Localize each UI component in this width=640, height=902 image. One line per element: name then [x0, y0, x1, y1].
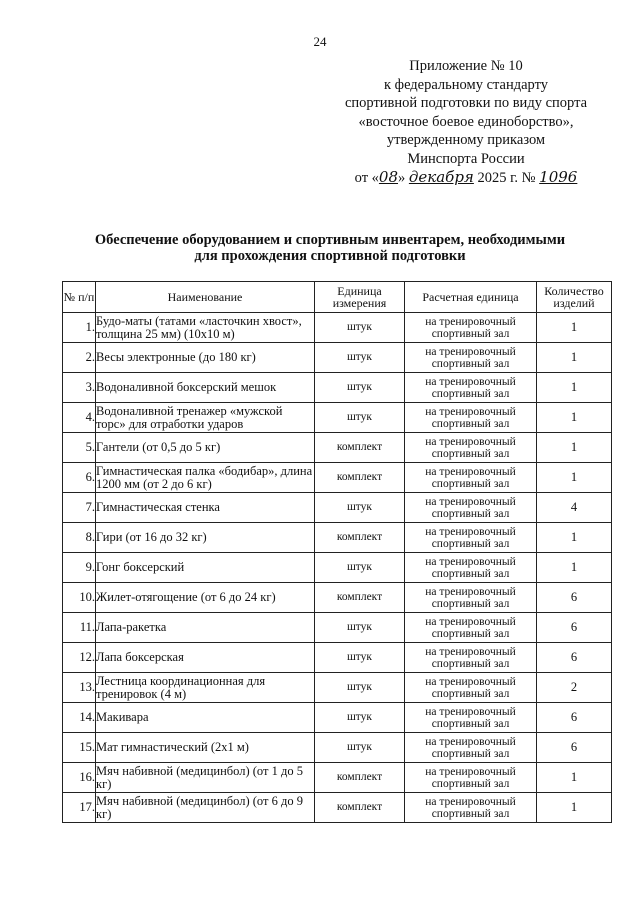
calc-line-2: спортивный зал [431, 507, 510, 520]
order-year: 2025 г. № [477, 170, 536, 186]
row-number: 15. [63, 733, 96, 763]
calc-line-1: на тренировочный [425, 615, 516, 628]
row-quantity: 1 [537, 403, 612, 433]
calc-line-2: спортивный зал [431, 597, 510, 610]
appendix-sport-training: спортивной подготовки по виду спорта [344, 95, 588, 111]
row-name: Гири (от 16 до 32 кг) [96, 523, 315, 553]
row-quantity: 6 [537, 703, 612, 733]
page-number: 24 [313, 34, 327, 49]
row-quantity: 6 [537, 583, 612, 613]
row-number: 7. [63, 493, 96, 523]
row-number: 6. [63, 463, 96, 493]
row-quantity: 1 [537, 313, 612, 343]
table-row [63, 373, 612, 403]
table-row [63, 673, 612, 703]
calc-line-2: спортивный зал [431, 747, 510, 760]
row-number: 10. [63, 583, 96, 613]
row-name: Гимнастическая палка «бодибар», длина 1200 мм (от 2 до 6 кг) [96, 463, 315, 493]
row-quantity: 1 [537, 343, 612, 373]
row-unit: комплект [315, 583, 405, 613]
row-calc-unit [405, 403, 537, 433]
table-row [63, 343, 612, 373]
row-quantity: 6 [537, 643, 612, 673]
header-calc: Расчетная единица [405, 282, 537, 313]
calc-line-2: спортивный зал [431, 807, 510, 820]
row-unit: штук [315, 343, 405, 373]
row-name: Гонг боксерский [96, 553, 315, 583]
row-name: Мат гимнастический (2х1 м) [96, 733, 315, 763]
row-name: Мяч набивной (медицинбол) (от 1 до 5 кг) [96, 763, 315, 793]
table-row [63, 733, 612, 763]
calc-line-1: на тренировочный [425, 465, 516, 478]
table-row [63, 583, 612, 613]
calc-line-1: на тренировочный [425, 585, 516, 598]
row-number: 5. [63, 433, 96, 463]
row-calc-unit [405, 643, 537, 673]
date-mid: » [398, 170, 406, 186]
row-unit: комплект [315, 763, 405, 793]
row-number: 3. [63, 373, 96, 403]
row-quantity: 4 [537, 493, 612, 523]
calc-line-2: спортивный зал [431, 687, 510, 700]
row-unit: штук [315, 733, 405, 763]
table-row [63, 523, 612, 553]
row-name: Лапа боксерская [96, 643, 315, 673]
row-number: 12. [63, 643, 96, 673]
calc-line-1: на тренировочный [425, 795, 516, 808]
row-quantity: 2 [537, 673, 612, 703]
row-unit: комплект [315, 793, 405, 823]
table-row [63, 703, 612, 733]
header-qty: Количество изделий [537, 282, 612, 313]
row-calc-unit [405, 613, 537, 643]
row-unit: штук [315, 553, 405, 583]
calc-line-2: спортивный зал [431, 537, 510, 550]
row-quantity: 1 [537, 463, 612, 493]
row-calc-unit [405, 523, 537, 553]
table-row [63, 553, 612, 583]
row-name: Лапа-ракетка [96, 613, 315, 643]
row-name: Жилет-отягощение (от 6 до 24 кг) [96, 583, 315, 613]
row-unit: комплект [315, 523, 405, 553]
row-unit: комплект [315, 463, 405, 493]
row-number: 13. [63, 673, 96, 703]
row-name: Водоналивной боксерский мешок [96, 373, 315, 403]
calc-line-1: на тренировочный [425, 375, 516, 388]
calc-line-1: на тренировочный [425, 495, 516, 508]
row-number: 17. [63, 793, 96, 823]
title-line-1: Обеспечение оборудованием и спортивным инвентарем, необходимыми [94, 232, 566, 248]
row-calc-unit [405, 583, 537, 613]
calc-line-1: на тренировочный [425, 525, 516, 538]
row-unit: штук [315, 373, 405, 403]
row-unit: штук [315, 643, 405, 673]
header-name: Наименование [96, 282, 315, 313]
calc-line-2: спортивный зал [431, 477, 510, 490]
calc-line-1: на тренировочный [425, 705, 516, 718]
row-calc-unit [405, 433, 537, 463]
calc-line-1: на тренировочный [425, 435, 516, 448]
row-unit: штук [315, 493, 405, 523]
equipment-table [62, 281, 612, 823]
row-number: 4. [63, 403, 96, 433]
row-calc-unit [405, 553, 537, 583]
row-quantity: 1 [537, 793, 612, 823]
table-row [63, 313, 612, 343]
calc-line-2: спортивный зал [431, 447, 510, 460]
calc-line-2: спортивный зал [431, 327, 510, 340]
row-name: Лестница координационная для тренировок (4 м) [96, 673, 315, 703]
appendix-order-date [326, 168, 606, 188]
row-quantity: 6 [537, 613, 612, 643]
row-number: 8. [63, 523, 96, 553]
table-row [63, 493, 612, 523]
row-unit: комплект [315, 433, 405, 463]
row-quantity: 1 [537, 523, 612, 553]
row-quantity: 6 [537, 733, 612, 763]
header-unit: Единица измерения [315, 282, 405, 313]
row-calc-unit [405, 343, 537, 373]
row-unit: штук [315, 703, 405, 733]
appendix-sport-name: «восточное боевое единоборство», [358, 113, 574, 130]
calc-line-2: спортивный зал [431, 627, 510, 640]
row-calc-unit [405, 313, 537, 343]
row-number: 2. [63, 343, 96, 373]
table-row [63, 763, 612, 793]
date-prefix: от « [354, 170, 379, 186]
row-calc-unit [405, 733, 537, 763]
order-day: 08 [378, 168, 399, 186]
table-row [63, 643, 612, 673]
calc-line-1: на тренировочный [425, 675, 516, 688]
row-calc-unit [405, 763, 537, 793]
calc-line-1: на тренировочный [425, 735, 516, 748]
appendix-number: Приложение № 10 [409, 58, 523, 74]
calc-line-2: спортивный зал [431, 657, 510, 670]
title-line-2: для прохождения спортивной подготовки [194, 248, 466, 264]
row-quantity: 1 [537, 373, 612, 403]
order-number: 1096 [539, 168, 578, 186]
row-unit: штук [315, 673, 405, 703]
row-calc-unit [405, 703, 537, 733]
calc-line-1: на тренировочный [425, 315, 516, 328]
row-calc-unit [405, 463, 537, 493]
row-calc-unit [405, 373, 537, 403]
appendix-approved: утвержденному приказом [386, 132, 546, 148]
row-number: 9. [63, 553, 96, 583]
document-title [60, 232, 600, 264]
row-calc-unit [405, 493, 537, 523]
row-quantity: 1 [537, 433, 612, 463]
calc-line-2: спортивный зал [431, 717, 510, 730]
appendix-ministry: Минспорта России [407, 150, 525, 167]
calc-line-1: на тренировочный [425, 765, 516, 778]
table-row [63, 463, 612, 493]
table-row [63, 613, 612, 643]
row-unit: штук [315, 403, 405, 433]
appendix-standard: к федеральному стандарту [384, 76, 548, 93]
row-name: Гимнастическая стенка [96, 493, 315, 523]
row-number: 14. [63, 703, 96, 733]
table-row [63, 403, 612, 433]
row-name: Мяч набивной (медицинбол) (от 6 до 9 кг) [96, 793, 315, 823]
row-number: 1. [63, 313, 96, 343]
row-quantity: 1 [537, 553, 612, 583]
row-unit: штук [315, 313, 405, 343]
row-calc-unit [405, 673, 537, 703]
table-row [63, 433, 612, 463]
calc-line-1: на тренировочный [425, 645, 516, 658]
appendix-header [326, 57, 606, 188]
order-month: декабря [408, 168, 474, 186]
row-unit: штук [315, 613, 405, 643]
row-quantity: 1 [537, 763, 612, 793]
calc-line-2: спортивный зал [431, 777, 510, 790]
calc-line-1: на тренировочный [425, 345, 516, 358]
row-number: 11. [63, 613, 96, 643]
row-number: 16. [63, 763, 96, 793]
row-calc-unit [405, 793, 537, 823]
row-name: Гантели (от 0,5 до 5 кг) [96, 433, 315, 463]
calc-line-1: на тренировочный [425, 405, 516, 418]
row-name: Водоналивной тренажер «мужской торс» для отработки ударов [96, 403, 315, 433]
calc-line-2: спортивный зал [431, 567, 510, 580]
calc-line-2: спортивный зал [431, 357, 510, 370]
row-name: Весы электронные (до 180 кг) [96, 343, 315, 373]
calc-line-1: на тренировочный [425, 555, 516, 568]
row-name: Макивара [96, 703, 315, 733]
row-name: Будо-маты (татами «ласточкин хвост», толщина 25 мм) (10х10 м) [96, 313, 315, 343]
calc-line-2: спортивный зал [431, 387, 510, 400]
table-row [63, 793, 612, 823]
header-num: № п/п [63, 282, 96, 313]
table-header-row [63, 282, 612, 313]
calc-line-2: спортивный зал [431, 417, 510, 430]
